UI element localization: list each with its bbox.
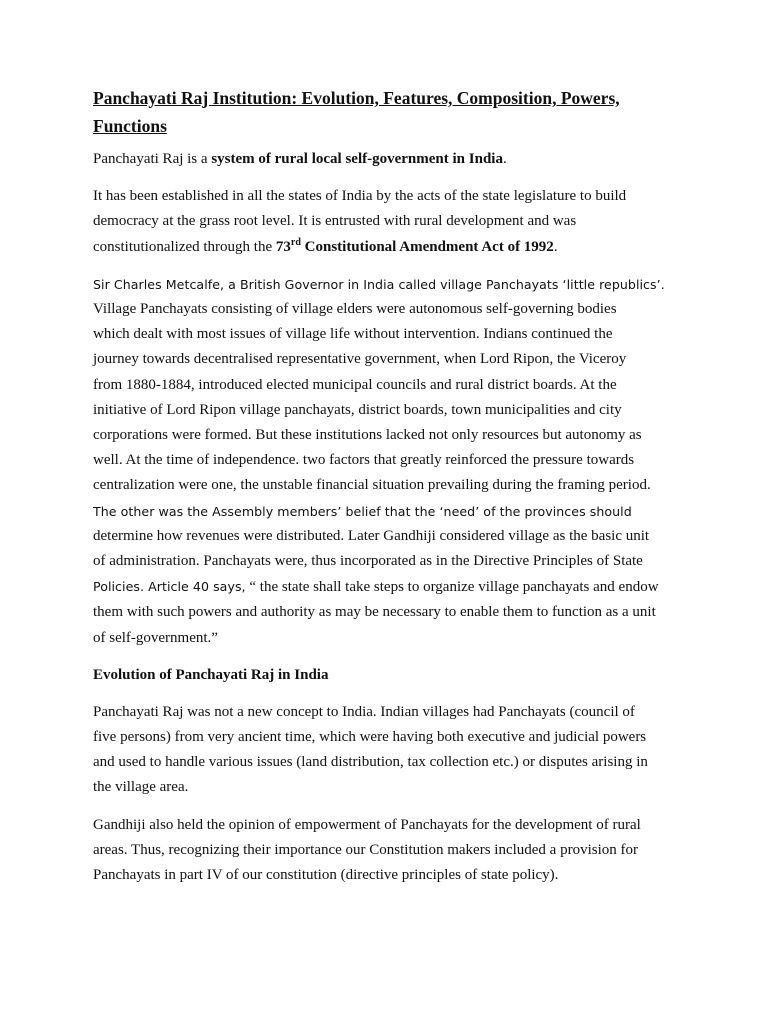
ordinal-suffix: rd — [290, 236, 301, 248]
text-line: them with such powers and authority as may be necessary to enable them to function as a unit — [93, 604, 656, 621]
paragraph-intro — [93, 147, 683, 172]
text-line: which dealt with most issues of village life without intervention. Indians continued the — [93, 326, 613, 343]
text-line: determine how revenues were distributed. Later Gandhiji considered village as the basic unit — [93, 527, 650, 544]
text-line: of self-government.” — [93, 629, 218, 646]
paragraph-gandhiji — [93, 813, 683, 889]
page-title — [93, 84, 683, 140]
text-run: Policies. Article 40 says, — [93, 579, 246, 595]
text-line: areas. Thus, recognizing their importance our Constitution makers included a provision for — [93, 841, 639, 858]
text-run: . — [553, 238, 558, 255]
text-line: democracy at the grass root level. It is entrusted with rural development and was — [93, 213, 577, 230]
paragraph-establishment — [93, 184, 683, 260]
title-line-1: Panchayati Raj Institution: Evolution, Features, Composition, Powers, — [93, 88, 620, 108]
document-page — [93, 84, 683, 900]
text-line: journey towards decentralised representative government, when Lord Ripon, the Viceroy — [93, 351, 627, 368]
intro-period: . — [502, 151, 507, 167]
text-line: five persons) from very ancient time, which were having both executive and judicial powers — [93, 729, 647, 746]
text-line: Sir Charles Metcalfe, a British Governor in India called village Panchayats ‘little republics’. — [93, 276, 665, 292]
text-line: corporations were formed. But these institutions lacked not only resources but autonomy as — [93, 427, 642, 444]
text-line: from 1880-1884, introduced elected municipal councils and rural district boards. At the — [93, 376, 617, 393]
paragraph-history — [93, 272, 683, 651]
text-line: It has been established in all the states of India by the acts of the state legislature to build — [93, 188, 627, 205]
text-line — [93, 574, 683, 600]
text-line: initiative of Lord Ripon village panchayats, district boards, town municipalities and city — [93, 401, 622, 418]
text-line — [93, 235, 683, 260]
intro-text: Panchayati Raj is a — [93, 151, 212, 167]
text-run: “ the state shall take steps to organize village panchayats and endow — [245, 579, 659, 596]
text-line: Gandhiji also held the opinion of empowerment of Panchayats for the development of rural — [93, 816, 641, 833]
text-line: Village Panchayats consisting of village elders were autonomous self-governing bodies — [93, 301, 617, 318]
amendment-name: Constitutional Amendment Act of 1992 — [300, 238, 554, 255]
text-line: Panchayats in part IV of our constitution (directive principles of state policy). — [93, 867, 559, 884]
text-line: and used to handle various issues (land distribution, tax collection etc.) or disputes arising in — [93, 754, 648, 771]
text-line: The other was the Assembly members’ belief that the ‘need’ of the provinces should — [93, 503, 632, 519]
amendment-number: 73 — [275, 238, 291, 255]
text-run: constitutionalized through the — [93, 238, 276, 255]
text-line: of administration. Panchayats were, thus incorporated as in the Directive Principles of State — [93, 553, 643, 570]
text-line: well. At the time of independence. two factors that greatly reinforced the pressure towards — [93, 452, 635, 469]
title-line-2: Functions — [93, 116, 167, 136]
intro-bold-text: system of rural local self-government in India — [211, 151, 503, 167]
text-line: Panchayati Raj was not a new concept to India. Indian villages had Panchayats (council of — [93, 703, 635, 720]
text-line: the village area. — [93, 779, 189, 796]
section-heading-evolution: Evolution of Panchayati Raj in India — [93, 666, 329, 683]
text-line: centralization were one, the unstable financial situation prevailing during the framing period. — [93, 477, 651, 494]
paragraph-concept — [93, 700, 683, 801]
